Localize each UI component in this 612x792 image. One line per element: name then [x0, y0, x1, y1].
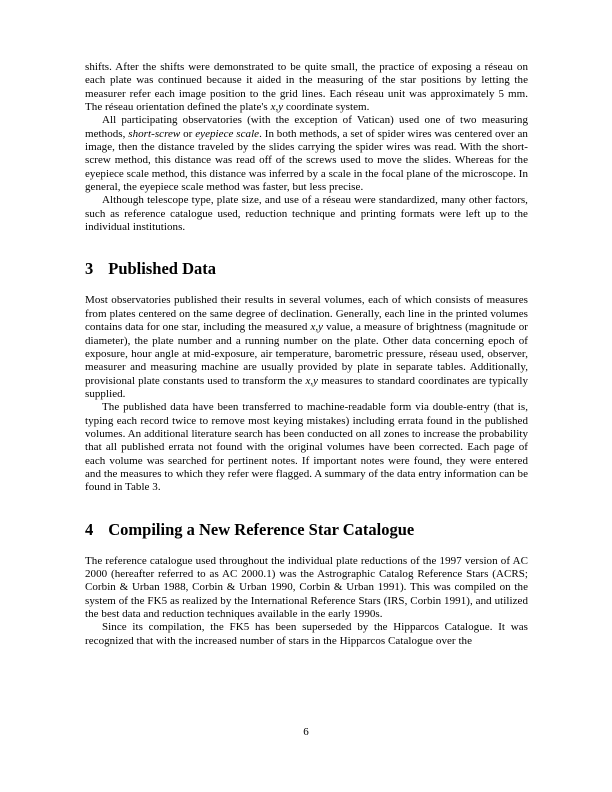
- section-heading-published-data: [85, 259, 528, 278]
- paragraph-hipparcos: Since its compilation, the FK5 has been superseded by the Hipparcos Catalogue. It was recognized that with the increased number of stars in the Hipparcos Catalogue over the: [85, 621, 528, 647]
- paragraph-published-volumes: Most observatories published their results in several volumes, each of which consists of measures from plates centered on the same degree of declination. Generally, each line in the printed volumes contains data for one star, including the measured x,y value, a measure of brightness (magnitude or diameter), the plate number and a running number on the plate. Other data concerning epoch of exposure, hour angle at mid-exposure, air temperature, barometric pressure, réseau used, observer, measurer and measuring machine are usually provided by plate in separate tables. Additionally, provisional plate constants used to transform the x,y measures to standard coordinates are typically supplied.: [85, 294, 529, 400]
- text-column: [85, 61, 528, 648]
- section-number: 4: [85, 519, 94, 539]
- section-title: Published Data: [108, 259, 216, 279]
- section-heading-reference-catalogue: [85, 520, 528, 539]
- paragraph-measuring-methods: All participating observatories (with the exception of Vatican) used one of two measuring methods, short-screw or eyepiece scale. In both methods, a set of spider wires was centered over an image, then the distance traveled by the slides carrying the spider wires was read. With the short-screw method, this distance was read off of the screws used to move the slides. Whereas for the eyepiece scale method, this distance was inferred by a scale in the focal plane of the microscope. In general, the eyepiece scale method was faster, but less precise.: [85, 114, 528, 194]
- paragraph-standardization: Although telescope type, plate size, and use of a réseau were standardized, many other factors, such as reference catalogue used, reduction technique and printing formats were left up to the individual institutions.: [85, 194, 528, 234]
- paragraph-reseau-shifts: shifts. After the shifts were demonstrated to be quite small, the practice of exposing a réseau on each plate was continued because it aided in the measuring of the star positions by letting the measurer refer each image position to the grid lines. Each réseau unit was approximately 5 mm. The réseau orientation defined the plate's x,y coordinate system.: [85, 61, 528, 114]
- paragraph-data-entry: The published data have been transferred to machine-readable form via double-entry (that is, typing each record twice to remove most keying mistakes) including errata found in the published volumes. An additional literature search has been conducted on all zones to increase the probability that all published errata not found with the original volumes have been corrected. Each page of each volume was searched for pertinent notes. If important notes were found, they were entered and the measures to which they refer were flagged. A summary of the data entry information can be found in Table 3.: [85, 401, 528, 494]
- page-number: 6: [303, 726, 309, 738]
- section-number: 3: [85, 259, 94, 279]
- paragraph-acrs-catalogue: The reference catalogue used throughout the individual plate reductions of the 1997 version of AC 2000 (hereafter referred to as AC 2000.1) was the Astrographic Catalog Reference Stars (ACRS; Corbin & Urban 1988, Corbin & Urban 1990, Corbin & Urban 1991). This was compiled on the system of the FK5 as realized by the International Reference Stars (IRS, Corbin 1991), and utilized the best data and reduction techniques available in the early 1990s.: [85, 554, 528, 620]
- section-title: Compiling a New Reference Star Catalogue: [108, 519, 415, 539]
